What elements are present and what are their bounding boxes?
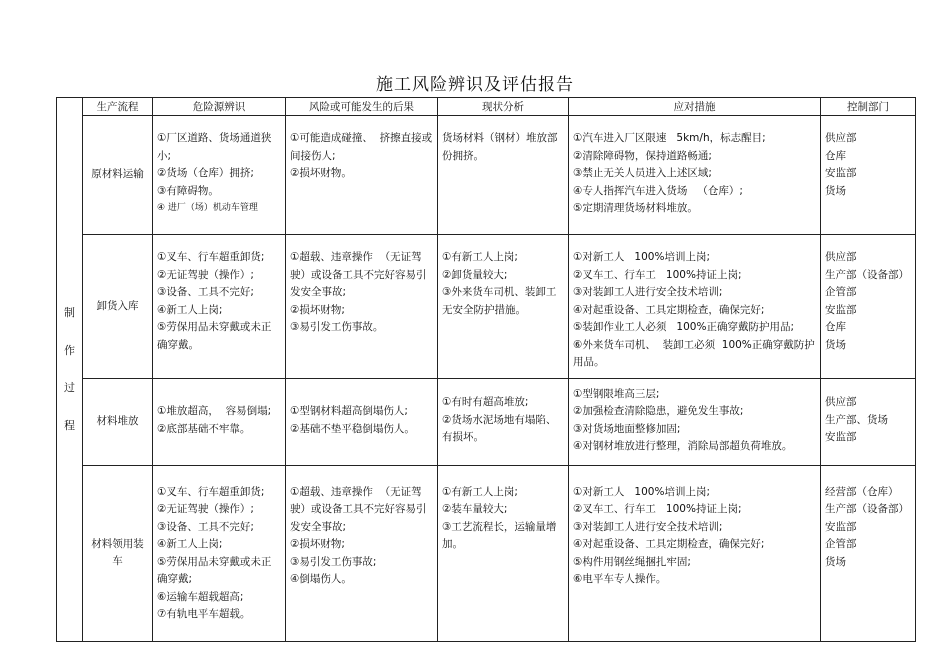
stage-cell: 材料堆放 — [83, 378, 153, 465]
table-header-row — [57, 98, 916, 116]
header-consequences: 风险或可能发生的后果 — [286, 98, 438, 116]
status-cell: ①有新工人上岗; ②装车量较大; ③工艺流程长，运输量增加。 — [438, 465, 569, 641]
consequences-cell: ①型钢材料超高倒塌伤人; ②基础不垫平稳倒塌伤人。 — [286, 378, 438, 465]
departments-cell: 供应部 生产部（设备部） 企管部 安监部 仓库 货场 — [821, 235, 916, 379]
measures-cell: ①型钢限堆高三层; ②加强检查清除隐患，避免发生事故; ③对货场地面整修加固; ④对钢材堆放进行整理，消除局部超负荷堆放。 — [569, 378, 821, 465]
header-status: 现状分析 — [438, 98, 569, 116]
header-stage: 生产流程 — [83, 98, 153, 116]
measures-cell: ①汽车进入厂区限速 5km/h，标志醒目; ②清除障碍物，保持道路畅通; ③禁止无关人员进入上述区域; ④专人指挥汽车进入货场 （仓库）; ⑤定期清理货场材料堆放。 — [569, 116, 821, 235]
status-cell: 货场材料（钢材）堆放部份拥挤。 — [438, 116, 569, 235]
stage-cell: 原材料运输 — [83, 116, 153, 235]
consequences-cell: ①超载、违章操作 （无证驾驶）或设备工具不完好容易引发安全事故; ②损坏财物; ③易引发工伤事故; ④倒塌伤人。 — [286, 465, 438, 641]
hazards-cell: ①叉车、行车超重卸货; ②无证驾驶（操作）; ③设备、工具不完好; ④新工人上岗; ⑤劳保用品未穿戴或未正确穿戴。 — [153, 235, 286, 379]
header-hazards: 危险源辨识 — [153, 98, 286, 116]
departments-cell: 供应部 仓库 安监部 货场 — [821, 116, 916, 235]
hazards-cell: ①堆放超高， 容易倒塌; ②底部基础不牢靠。 — [153, 378, 286, 465]
page-title: 施工风险辨识及评估报告 — [376, 75, 574, 95]
status-cell: ①有新工人上岗; ②卸货量较大; ③外来货车司机、装卸工无安全防护措施。 — [438, 235, 569, 379]
table-row — [57, 465, 916, 641]
hazards-cell: ①叉车、行车超重卸货; ②无证驾驶（操作）; ③设备、工具不完好; ④新工人上岗; ⑤劳保用品未穿戴或未正确穿戴; ⑥运输车超载超高; ⑦有轨电平车超载。 — [153, 465, 286, 641]
consequences-cell: ①可能造成碰撞、 挤擦直接或间接伤人; ②损坏财物。 — [286, 116, 438, 235]
table-row — [57, 235, 916, 379]
departments-cell: 供应部 生产部、货场 安监部 — [821, 378, 916, 465]
measures-cell: ①对新工人 100%培训上岗; ②叉车工、行车工 100%持证上岗; ③对装卸工人进行安全技术培训; ④对起重设备、工具定期检查，确保完好; ⑤构件用钢丝绳捆扎牢固; ⑥电平车专人操作。 — [569, 465, 821, 641]
table-row — [57, 378, 916, 465]
header-measures: 应对措施 — [569, 98, 821, 116]
measures-cell: ①对新工人 100%培训上岗; ②叉车工、行车工 100%持证上岗; ③对装卸工人进行安全技术培训; ④对起重设备、工具定期检查，确保完好; ⑤装卸作业工人必须 100%正确穿戴防护用品; ⑥外来货车司机、 装卸工必须 100%正确穿戴防护用品。 — [569, 235, 821, 379]
departments-cell: 经营部（仓库） 生产部（设备部） 安监部 企管部 货场 — [821, 465, 916, 641]
hazards-cell: ①厂区道路、货场通道狭小; ②货场（仓库）拥挤; ③有障碍物。 ④ 进厂（场）机动车管理 — [153, 116, 286, 235]
header-departments: 控制部门 — [821, 98, 916, 116]
process-side-label: 制 作 过 程 — [57, 98, 83, 642]
risk-table — [56, 97, 916, 642]
consequences-cell: ①超载、违章操作 （无证驾驶）或设备工具不完好容易引发安全事故; ②损坏财物; ③易引发工伤事故。 — [286, 235, 438, 379]
stage-cell: 材料领用装车 — [83, 465, 153, 641]
stage-cell: 卸货入库 — [83, 235, 153, 379]
status-cell: ①有时有超高堆放; ②货场水泥场地有塌陷、有损坏。 — [438, 378, 569, 465]
table-row — [57, 116, 916, 235]
